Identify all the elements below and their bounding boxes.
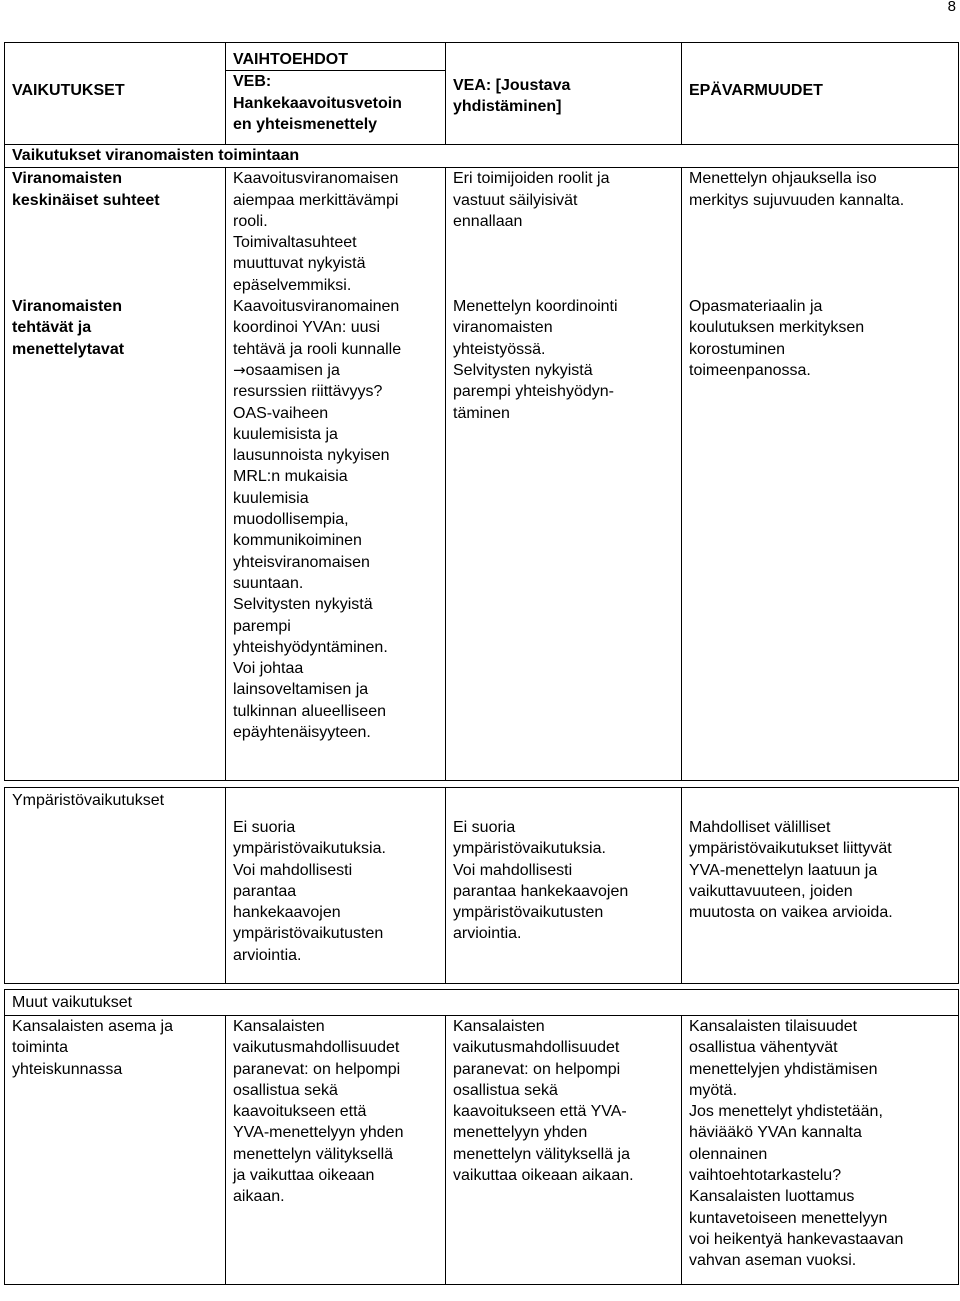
veb-tasks-text-b: osaamisen ja resurssien riittävyys? OAS-vaiheen kuulemisista ja lausunnoista nykyisen MRL:n mukaisia kuulemisia muodollisempia, kommunikoiminen yhteisviranomaisen suuntaan. Selvitysten nykyistä parempi yhteishyödyntäminen. Voi johtaa lainsoveltamisen ja tulkinnan alueelliseen epäyhtenäisyyteen. — [233, 361, 390, 742]
arrow-icon: → — [233, 360, 246, 379]
veb-tasks-text-a: Kaavoitusviranomainen koordinoi YVAn: uusi tehtävä ja rooli kunnalle — [233, 298, 402, 358]
veb-relations: Kaavoitusviranomaisen aiempaa merkittävämpi rooli. Toimivaltasuhteet muuttuvat nykyistä epäselvemmiksi. — [226, 168, 446, 296]
impact-table-other — [4, 989, 959, 1285]
section-title-other: Muut vaikutukset — [5, 990, 959, 1016]
vea-environment: Ei suoria ympäristövaikutuksia. Voi mahdollisesti parantaa hankekaavojen ympäristövaikutusten arviointia. — [446, 788, 682, 984]
impact-table-authorities — [4, 42, 959, 781]
section-title-authorities: Vaikutukset viranomaisten toimintaan — [5, 145, 959, 168]
vea-relations: Eri toimijoiden roolit ja vastuut säilyisivät ennallaan — [446, 168, 682, 296]
vea-citizens: Kansalaisten vaikutusmahdollisuudet paranevat: on helpompi osallistua sekä kaavoitukseen että YVA- menettelyyn yhden menettelyn välityksellä ja vaikuttaa oikeaan aikaan. — [446, 1016, 682, 1285]
row-label-citizens: Kansalaisten asema ja toiminta yhteiskunnassa — [5, 1016, 226, 1285]
uncertainty-environment: Mahdolliset välilliset ympäristövaikutukset liittyvät YVA-menettelyn laatuun ja vaikuttavuuteen, joiden muutosta on vaikea arvioida. — [682, 788, 959, 984]
row-label-relations: Viranomaisten keskinäiset suhteet — [5, 168, 226, 296]
row-label-environment: Ympäristövaikutukset — [5, 788, 226, 984]
veb-tasks — [226, 296, 446, 781]
impact-table-environment — [4, 787, 959, 984]
veb-environment: Ei suoria ympäristövaikutuksia. Voi mahdollisesti parantaa hankekaavojen ympäristövaikutusten arviointia. — [226, 788, 446, 984]
page-number: 8 — [947, 0, 956, 15]
uncertainty-tasks: Opasmateriaalin ja koulutuksen merkityksen korostuminen toimeenpanossa. — [682, 296, 959, 781]
header-vaikutukset: VAIKUTUKSET — [5, 43, 226, 145]
uncertainty-relations: Menettelyn ohjauksella iso merkitys sujuvuuden kannalta. — [682, 168, 959, 296]
row-label-tasks: Viranomaisten tehtävät ja menettelytavat — [5, 296, 226, 781]
vea-tasks: Menettelyn koordinointi viranomaisten yhteistyössä. Selvitysten nykyistä parempi yhteishyödyn- täminen — [446, 296, 682, 781]
header-epavarmuudet: EPÄVARMUUDET — [682, 43, 959, 145]
header-veb: VEB: Hankekaavoitusvetoin en yhteismenettely — [226, 71, 446, 145]
veb-citizens: Kansalaisten vaikutusmahdollisuudet paranevat: on helpompi osallistua sekä kaavoitukseen että YVA-menettelyyn yhden menettelyn välityksellä ja vaikuttaa oikeaan aikaan. — [226, 1016, 446, 1285]
header-vea: VEA: [Joustava yhdistäminen] — [446, 43, 682, 145]
header-vaihtoehdot: VAIHTOEHDOT — [226, 43, 446, 71]
uncertainty-citizens: Kansalaisten tilaisuudet osallistua vähentyvät menettelyjen yhdistämisen myötä. Jos menettelyt yhdistetään, häviääkö YVAn kannalta olennainen vaihtoehtotarkastelu? Kansalaisten luottamus kuntavetoiseen menettelyyn voi heikentyä hankevastaavan vahvan aseman vuoksi. — [682, 1016, 959, 1285]
